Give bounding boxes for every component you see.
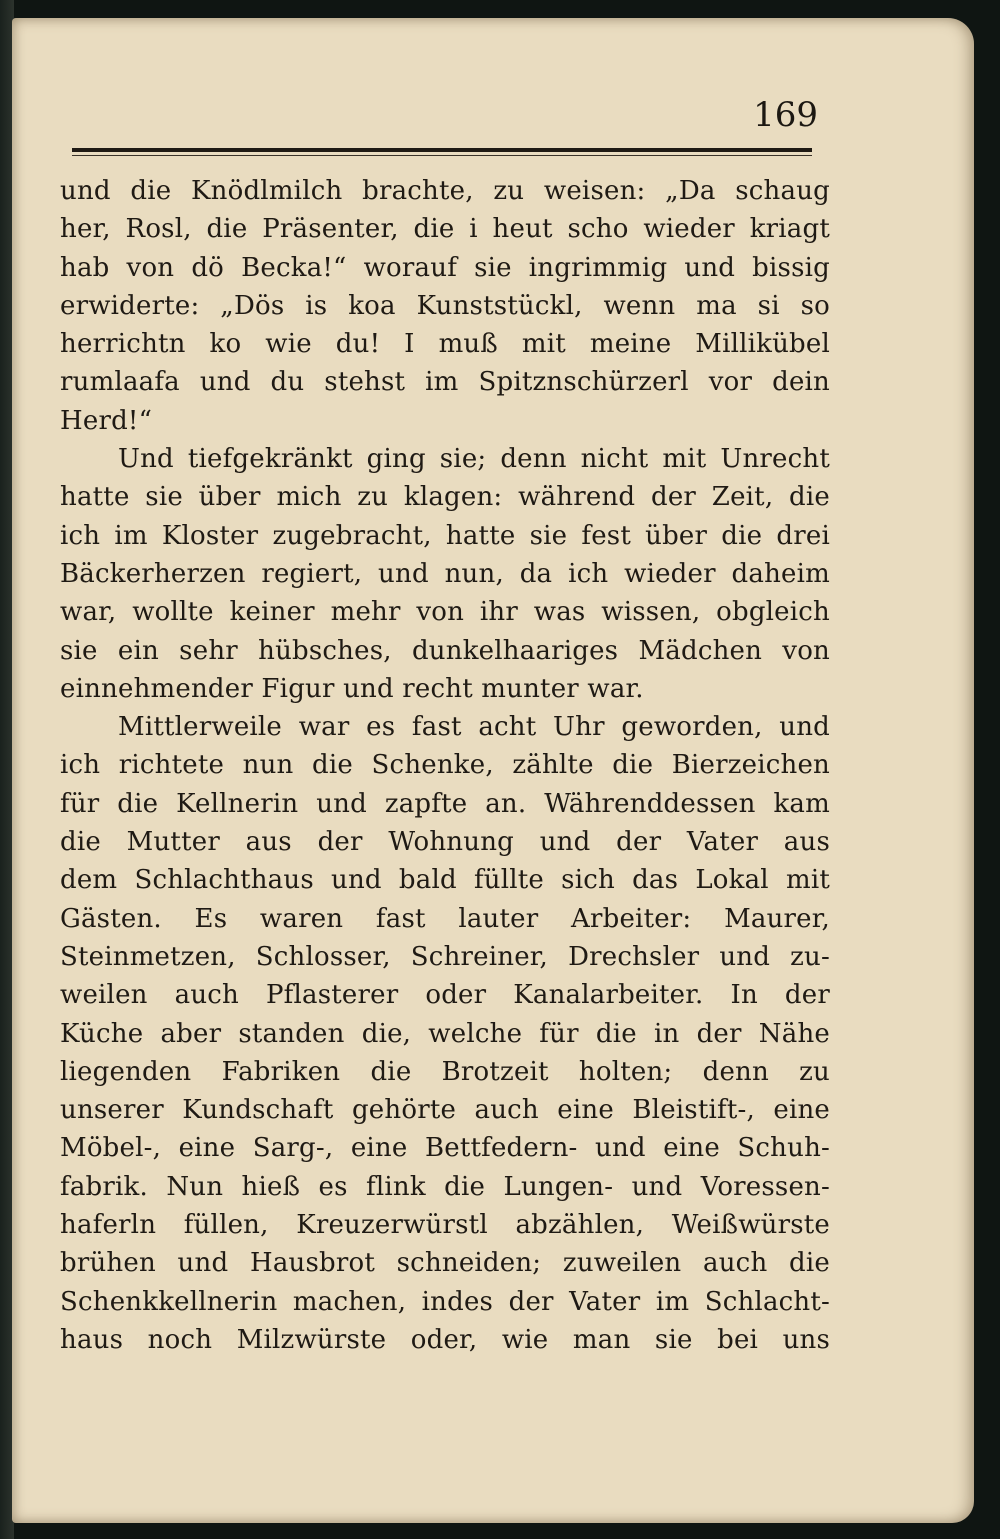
text-line: und die Knödlmilch brachte, zu weisen: „Da schaug bbox=[60, 176, 830, 206]
text-line: brühen und Hausbrot schneiden; zuweilen auch die bbox=[60, 1248, 830, 1279]
text-line: Mittlerweile war es fast acht Uhr geworden, und bbox=[118, 712, 830, 743]
text-line: ich richtete nun die Schenke, zählte die Bierzeichen bbox=[60, 750, 830, 781]
text-line: Möbel-, eine Sarg-, eine Bettfedern- und eine Schuh- bbox=[60, 1133, 830, 1164]
text-line: liegenden Fabriken die Brotzeit holten; denn zu bbox=[60, 1056, 830, 1087]
text-line: ich im Kloster zugebracht, hatte sie fest über die drei bbox=[60, 520, 830, 551]
text-line: Herd!“ bbox=[60, 405, 153, 436]
text-line: haus noch Milzwürste oder, wie man sie bei uns bbox=[60, 1324, 830, 1355]
text-line: einnehmender Figur und recht munter war. bbox=[60, 673, 644, 704]
text-line: war, wollte keiner mehr von ihr was wissen, obgleich bbox=[60, 597, 830, 628]
text-line: weilen auch Pflasterer oder Kanalarbeiter. In der bbox=[60, 980, 830, 1011]
text-line: herrichtn ko wie du! I muß mit meine Millikübel bbox=[60, 329, 830, 360]
text-line: erwiderte: „Dös is koa Kunststückl, wenn ma si so bbox=[60, 290, 830, 321]
text-line: rumlaafa und du stehst im Spitznschürzerl vor dein bbox=[60, 367, 830, 398]
text-line: dem Schlachthaus und bald füllte sich das Lokal mit bbox=[60, 865, 830, 896]
page-number: 169 bbox=[753, 95, 818, 135]
header-rule-thin bbox=[72, 155, 812, 156]
text-line: für die Kellnerin und zapfte an. Währenddessen kam bbox=[60, 788, 830, 819]
text-line: her, Rosl, die Präsenter, die i heut scho wieder kriagt bbox=[60, 214, 830, 245]
text-line: sie ein sehr hübsches, dunkelhaariges Mädchen von bbox=[60, 635, 830, 666]
header-rule bbox=[72, 148, 812, 152]
text-line: unserer Kundschaft gehörte auch eine Bleistift-, eine bbox=[60, 1095, 830, 1126]
text-line: Küche aber standen die, welche für die in der Nähe bbox=[60, 1018, 830, 1049]
text-line: Bäckerherzen regiert, und nun, da ich wieder daheim bbox=[60, 558, 830, 589]
text-line: hatte sie über mich zu klagen: während der Zeit, die bbox=[60, 482, 830, 513]
text-line: haferln füllen, Kreuzerwürstl abzählen, Weißwürste bbox=[60, 1210, 830, 1241]
text-line: Und tiefgekränkt ging sie; denn nicht mit Unrecht bbox=[118, 444, 830, 475]
text-line: Schenkkellnerin machen, indes der Vater im Schlacht- bbox=[60, 1286, 830, 1317]
text-line: die Mutter aus der Wohnung und der Vater aus bbox=[60, 827, 830, 858]
text-line: hab von dö Becka!“ worauf sie ingrimmig und bissig bbox=[60, 252, 830, 283]
body-text bbox=[60, 172, 830, 1359]
text-line: fabrik. Nun hieß es flink die Lungen- und Voressen- bbox=[60, 1171, 830, 1202]
text-line: Gästen. Es waren fast lauter Arbeiter: Maurer, bbox=[60, 903, 830, 934]
text-line: Steinmetzen, Schlosser, Schreiner, Drechsler und zu- bbox=[60, 941, 830, 972]
